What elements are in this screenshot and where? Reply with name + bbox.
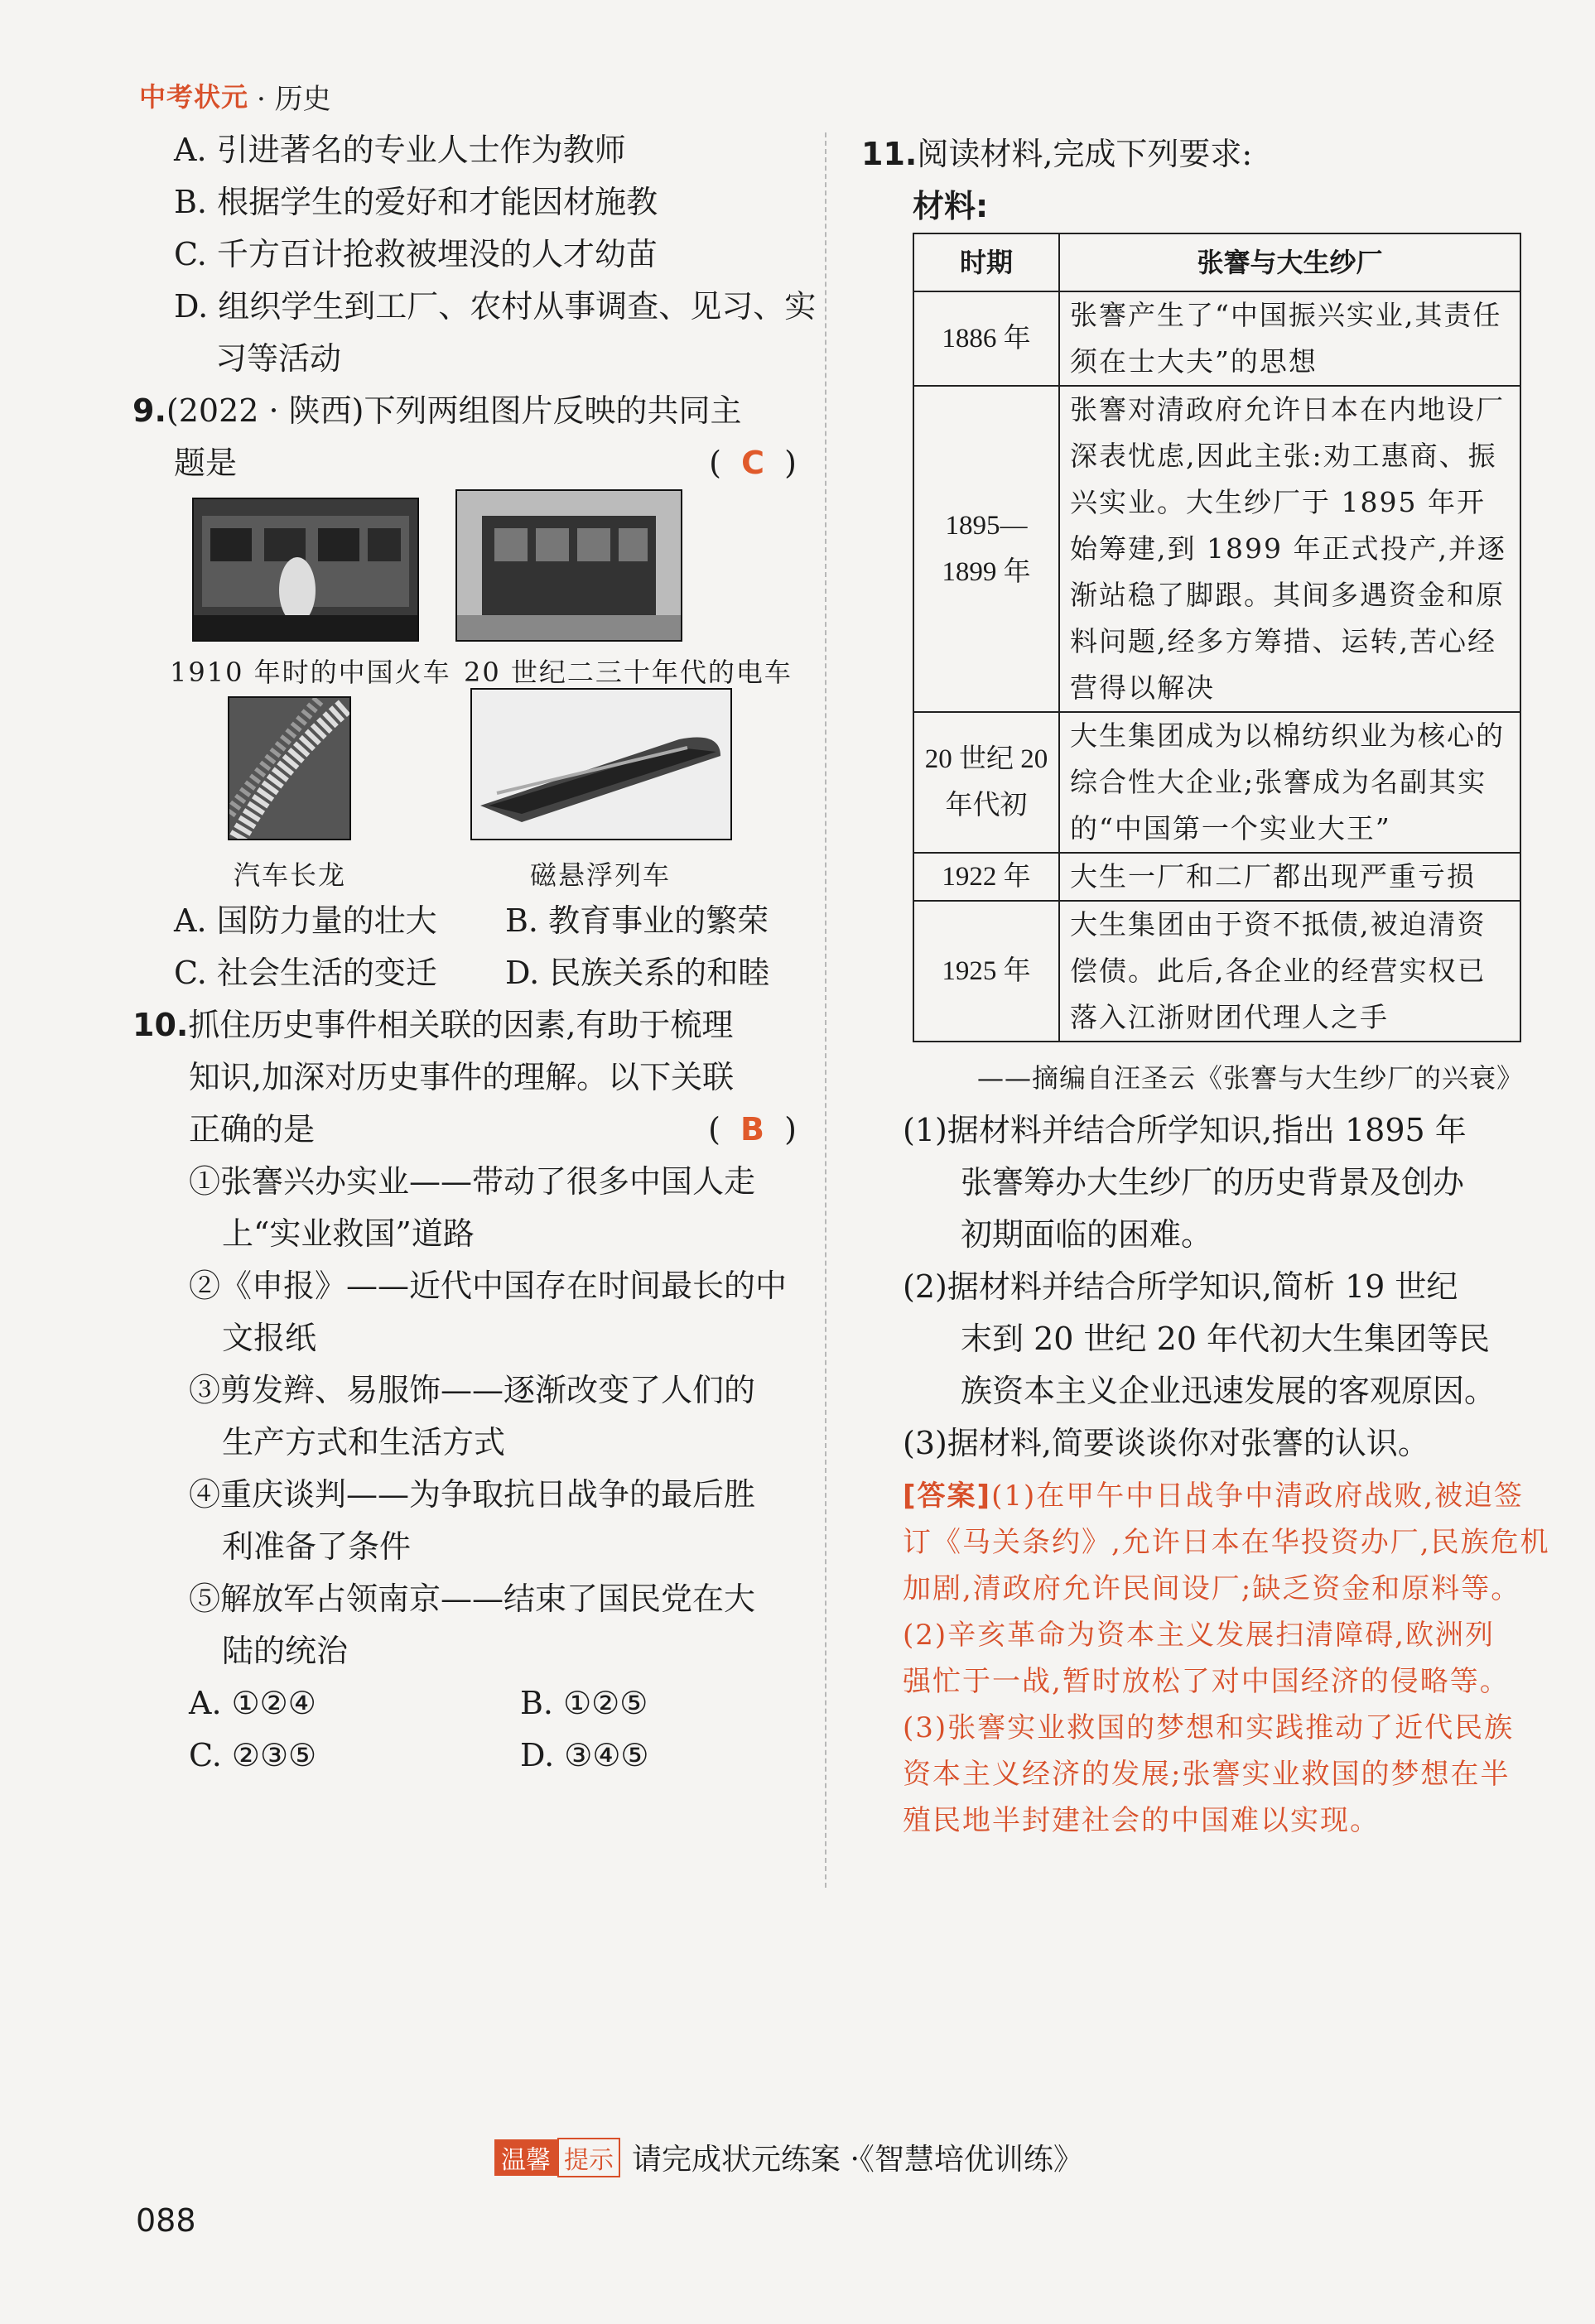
q11-sub2-line1: (2)据材料并结合所学知识,简析 19 世纪 <box>903 1268 1458 1305</box>
q10-stem-line2: 知识,加深对历史事件的理解。以下关联 <box>189 1059 735 1095</box>
answer-line: (2)辛亥革命为资本主义发展扫清障碍,欧洲列 <box>903 1619 1495 1652</box>
q10-stem-line3 <box>133 1104 803 1156</box>
q10-option-b: B. ①②⑤ <box>520 1685 648 1721</box>
caption-train: 1910 年时的中国火车 <box>170 657 451 688</box>
q11-stem-text: 阅读材料,完成下列要求: <box>917 136 1253 172</box>
q9-pictures-row-2 <box>133 688 803 895</box>
q8-option-a: A. 引进著名的专业人士作为教师 <box>174 132 626 168</box>
table-row <box>913 901 1520 1042</box>
footer-text: 请完成状元练案 ·《智慧培优训练》 <box>632 2143 1083 2177</box>
q10-stem-text: 抓住历史事件相关联的因素,有助于梳理 <box>188 1007 734 1043</box>
table-row <box>913 386 1520 712</box>
q10-stem <box>133 999 803 1051</box>
column-divider <box>825 132 826 1888</box>
table-cell-content: 张謇产生了“中国振兴实业,其责任须在士大夫”的思想 <box>1059 291 1520 386</box>
material-table <box>913 233 1521 1042</box>
table-cell-period: 1922 年 <box>913 853 1059 901</box>
q10-option-a: A. ①②④ <box>189 1685 316 1721</box>
q9-option-d: D. 民族关系的和睦 <box>505 955 770 991</box>
tip-badge-hint: 提示 <box>557 2138 620 2177</box>
right-column <box>861 128 1550 1844</box>
table-cell-content: 大生集团成为以棉纺织业为核心的综合性大企业;张謇成为名副其实的“中国第一个实业大王” <box>1059 712 1520 853</box>
q11-number: 11. <box>861 136 918 172</box>
answer-line: 加剧,清政府允许民间设厂;缺乏资金和原料等。 <box>903 1572 1521 1605</box>
q10-item-1-line2: 上“实业救国”道路 <box>222 1215 475 1252</box>
page-number: 088 <box>136 2202 196 2239</box>
q9-answer-bracket: ( C ) <box>709 445 797 481</box>
q9-answer: C <box>741 445 765 481</box>
q10-item-3-line1: ③剪发辫、易服饰——逐渐改变了人们的 <box>189 1372 756 1408</box>
q9-stem <box>133 385 803 437</box>
q11-sub2-line2: 末到 20 世纪 20 年代初大生集团等民 <box>961 1321 1491 1357</box>
answer-text: (1)在甲午中日战争中清政府战败,被迫签 <box>991 1480 1525 1513</box>
q10-item-4-line2: 利准备了条件 <box>222 1528 412 1565</box>
q10-answer: B <box>740 1111 765 1148</box>
left-column <box>133 124 817 1782</box>
q8-option-d-cont: 习等活动 <box>215 340 342 377</box>
q11-sub1-line2: 张謇筹办大生纱厂的历史背景及创办 <box>961 1164 1465 1200</box>
answer-line: 资本主义经济的发展;张謇实业救国的梦想在半 <box>903 1758 1511 1791</box>
table-cell-period: 1886 年 <box>913 291 1059 386</box>
table-row <box>913 712 1520 853</box>
q10-item-4-line1: ④重庆谈判——为争取抗日战争的最后胜 <box>189 1476 756 1513</box>
q11-sub3: (3)据材料,简要谈谈你对张謇的认识。 <box>903 1425 1429 1461</box>
q8-option-d: D. 组织学生到工厂、农村从事调查、见习、实 <box>174 288 817 325</box>
q11-answer <box>861 1473 1550 1844</box>
q10-item-3 <box>133 1364 803 1469</box>
q10-item-5 <box>133 1573 803 1677</box>
table-cell-period: 1925 年 <box>913 901 1059 1042</box>
answer-line: 强忙于一战,暂时放松了对中国经济的侵略等。 <box>903 1665 1510 1698</box>
q10-stem-text3: 正确的是 <box>189 1111 316 1148</box>
q10-item-3-line2: 生产方式和生活方式 <box>222 1424 506 1460</box>
answer-tag: [答案] <box>903 1480 992 1513</box>
footer-tip <box>494 2136 1083 2178</box>
subject-label: · 历史 <box>257 83 331 116</box>
q10-item-5-line2: 陆的统治 <box>222 1633 349 1669</box>
q10-option-c: C. ②③⑤ <box>189 1737 317 1773</box>
q10-item-1 <box>133 1156 803 1260</box>
brand-logo: 中考状元 <box>139 81 249 113</box>
answer-line: 殖民地半封建社会的中国难以实现。 <box>903 1804 1380 1837</box>
q9-number: 9. <box>133 392 166 429</box>
q10-answer-bracket: ( B ) <box>708 1111 797 1148</box>
q10-number: 10. <box>133 1007 189 1043</box>
q10-item-2-line1: ②《申报》——近代中国存在时间最长的中 <box>189 1268 788 1304</box>
table-row <box>913 291 1520 386</box>
train-1910-photo <box>192 498 419 642</box>
table-cell-content: 大生一厂和二厂都出现严重亏损 <box>1059 853 1520 901</box>
q9-option-c: C. 社会生活的变迁 <box>174 955 437 991</box>
table-header-row <box>913 233 1520 291</box>
q10-item-2 <box>133 1260 803 1364</box>
q11-sub2-line3: 族资本主义企业迅速发展的客观原因。 <box>961 1373 1496 1409</box>
table-row <box>913 853 1520 901</box>
q10-item-5-line1: ⑤解放军占领南京——结束了国民党在大 <box>189 1581 756 1617</box>
q10-item-4 <box>133 1469 803 1573</box>
material-label: 材料: <box>913 188 989 224</box>
q10-options <box>133 1677 803 1782</box>
q9-options <box>133 895 803 999</box>
q10-option-d: D. ③④⑤ <box>520 1737 649 1773</box>
q11-sub1-line3: 初期面临的困难。 <box>961 1216 1213 1253</box>
table-header-period: 时期 <box>913 233 1059 291</box>
q9-option-a: A. 国防力量的壮大 <box>174 902 437 939</box>
q11-sub1-line1: (1)据材料并结合所学知识,指出 1895 年 <box>903 1112 1467 1148</box>
table-cell-content: 大生集团由于资不抵债,被迫清资偿债。此后,各企业的经营实权已落入江浙财团代理人之手 <box>1059 901 1520 1042</box>
table-cell-period: 1895—1899 年 <box>913 386 1059 712</box>
answer-line: (3)张謇实业救国的梦想和实践推动了近代民族 <box>903 1711 1515 1744</box>
answer-line: 订《马关条约》,允许日本在华投资办厂,民族危机 <box>903 1526 1550 1559</box>
tip-badge-warm: 温馨 <box>494 2139 557 2176</box>
car-line-photo <box>228 696 351 840</box>
q8-option-c: C. 千方百计抢救被埋没的人才幼苗 <box>174 236 658 272</box>
q9-option-b: B. 教育事业的繁荣 <box>505 902 769 939</box>
q9-stem-cont <box>133 437 803 489</box>
table-header-content: 张謇与大生纱厂 <box>1059 233 1520 291</box>
material-source: ——摘编自汪圣云《张謇与大生纱厂的兴衰》 <box>976 1062 1524 1094</box>
tram-photo <box>455 489 682 642</box>
caption-cars: 汽车长龙 <box>234 859 347 891</box>
answer-line <box>903 1473 1524 1519</box>
table-cell-content: 张謇对清政府允许日本在内地设厂深表忧虑,因此主张:劝工惠商、振兴实业。大生纱厂于 1895 年开始筹建,到 1899 年正式投产,并逐渐站稳了脚跟。其间多遇资金和原料问题,经多方筹措、运转,苦心经营得以解决 <box>1059 386 1520 712</box>
q9-stem-text: (2022 · 陕西)下列两组图片反映的共同主 <box>166 392 742 429</box>
table-cell-period: 20 世纪 20 年代初 <box>913 712 1059 853</box>
q11-stem <box>861 128 1524 180</box>
caption-tram: 20 世纪二三十年代的电车 <box>464 657 793 688</box>
q10-item-1-line1: ①张謇兴办实业——带动了很多中国人走 <box>189 1163 756 1200</box>
q9-stem-text2: 题是 <box>174 445 238 481</box>
maglev-photo <box>470 688 732 840</box>
q9-pictures-row-1 <box>133 489 803 688</box>
caption-maglev: 磁悬浮列车 <box>530 859 672 891</box>
q10-item-2-line2: 文报纸 <box>222 1320 317 1356</box>
q8-option-b: B. 根据学生的爱好和才能因材施教 <box>174 184 658 220</box>
